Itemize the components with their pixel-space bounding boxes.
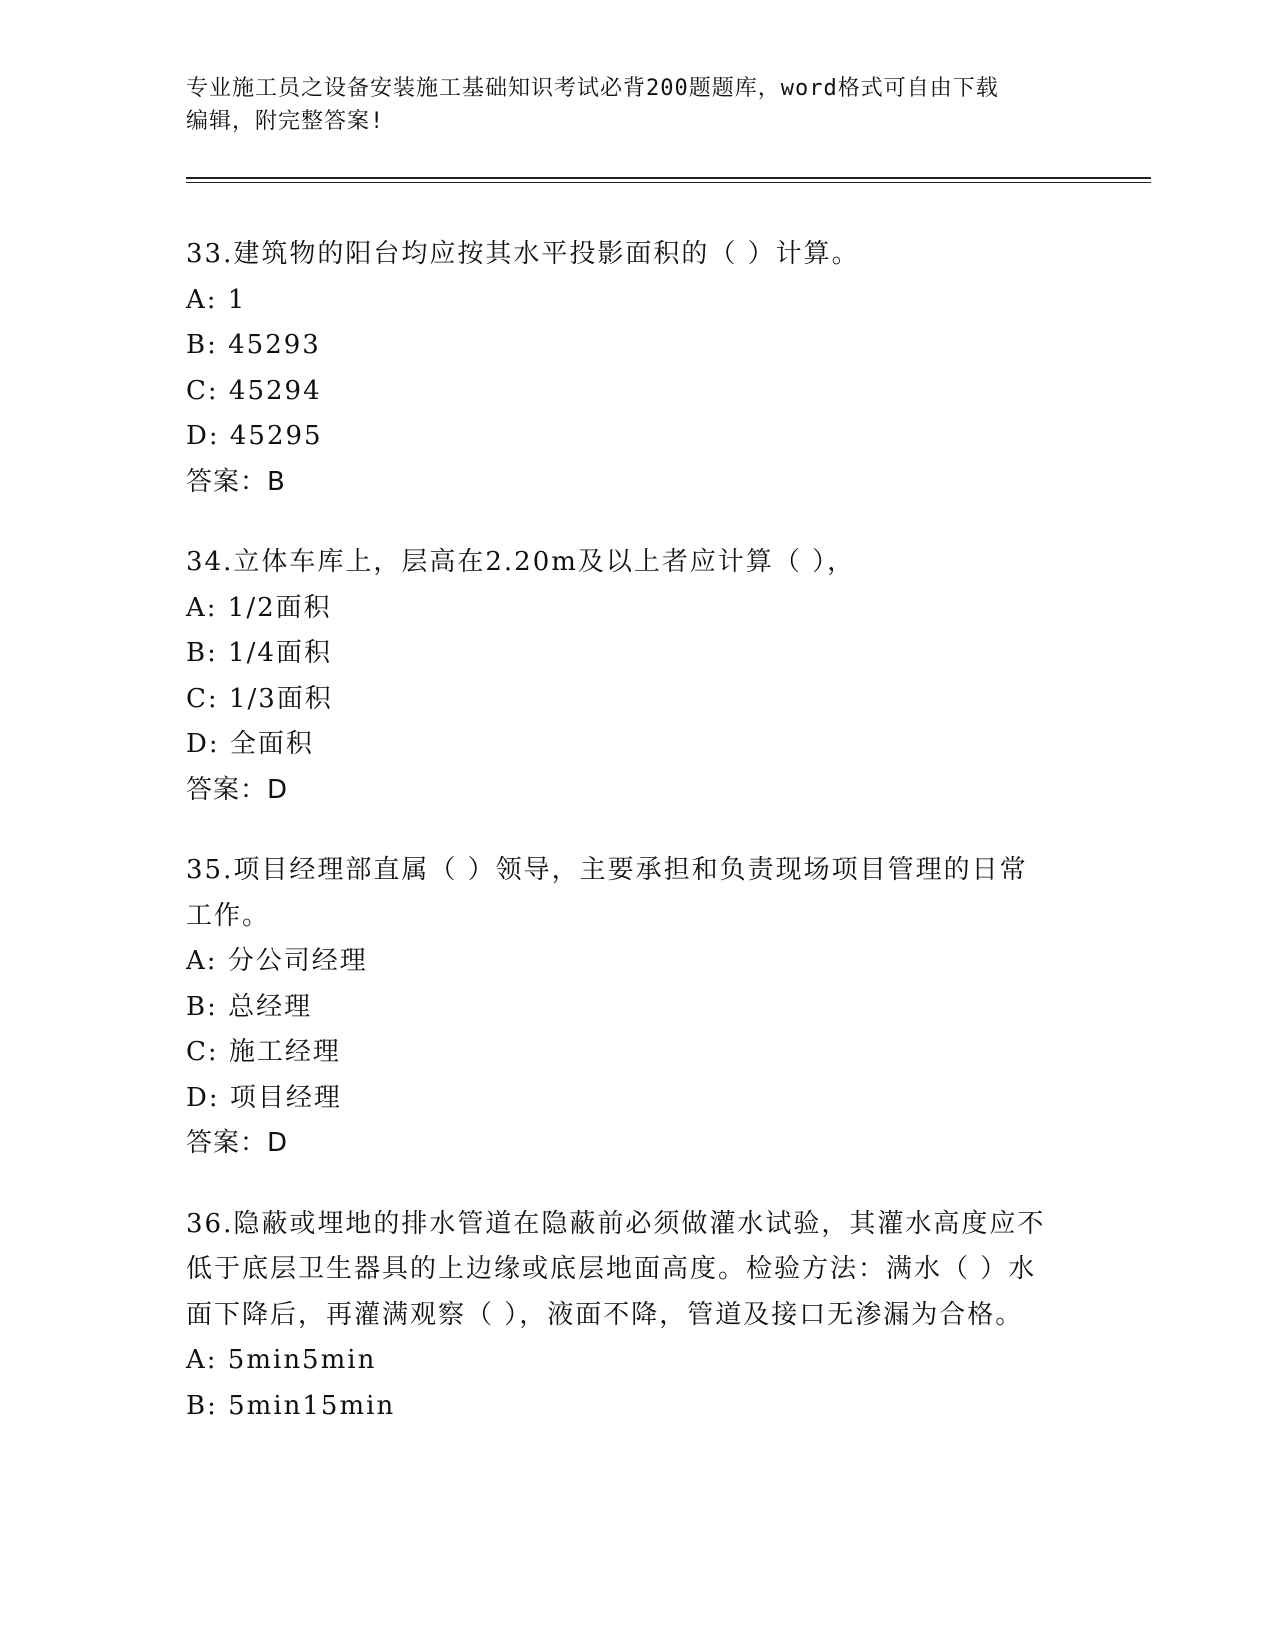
question-text-cont: 面下降后，再灌满观察（ ），液面不降，管道及接口无渗漏为合格。 <box>186 1299 1024 1330</box>
header-line-2: 编辑，附完整答案! <box>186 109 385 134</box>
option-b: B: 总经理 <box>186 991 313 1022</box>
question-text: 36.隐蔽或埋地的排水管道在隐蔽前必须做灌水试验，其灌水高度应不 <box>186 1208 1046 1239</box>
option-d: D: 45295 <box>186 421 323 451</box>
question-text: 33.建筑物的阳台均应按其水平投影面积的（ ）计算。 <box>186 239 860 269</box>
option-b: B: 5min15min <box>186 1390 396 1421</box>
answer: 答案：B <box>186 466 286 497</box>
option-b: B: 45293 <box>186 330 321 360</box>
question-text-cont: 低于底层卫生器具的上边缘或底层地面高度。检验方法：满水（ ）水 <box>186 1254 1037 1284</box>
question-text: 34.立体车库上，层高在2.20m及以上者应计算（ ）， <box>186 547 856 577</box>
option-d: D: 项目经理 <box>186 1082 342 1113</box>
question-text-cont: 工作。 <box>186 900 271 931</box>
question-text: 35.项目经理部直属（ ）领导，主要承担和负责现场项目管理的日常 <box>186 855 1028 885</box>
header-divider <box>186 177 1151 179</box>
header-divider-thin <box>186 182 1151 183</box>
option-c: C: 施工经理 <box>186 1037 341 1067</box>
question-34 <box>186 540 1086 813</box>
question-36 <box>186 1202 1086 1430</box>
option-c: C: 45294 <box>186 375 322 406</box>
question-33 <box>186 232 1086 505</box>
option-a: A: 5min5min <box>186 1345 377 1375</box>
document-header <box>186 72 1086 138</box>
option-a: A: 1 <box>186 284 247 315</box>
option-c: C: 1/3面积 <box>186 683 333 714</box>
header-line-1: 专业施工员之设备安装施工基础知识考试必背200题题库，word格式可自由下载 <box>186 76 999 101</box>
option-a: A: 1/2面积 <box>186 592 332 623</box>
question-35 <box>186 848 1086 1167</box>
option-a: A: 分公司经理 <box>186 946 368 976</box>
option-d: D: 全面积 <box>186 729 314 759</box>
question-list <box>186 232 1086 1464</box>
answer: 答案：D <box>186 774 289 805</box>
option-b: B: 1/4面积 <box>186 638 332 668</box>
answer: 答案：D <box>186 1128 289 1158</box>
